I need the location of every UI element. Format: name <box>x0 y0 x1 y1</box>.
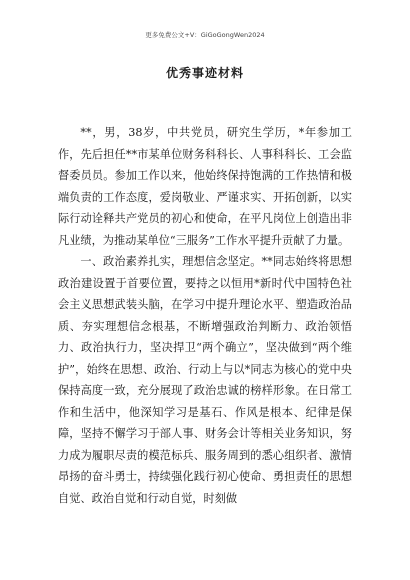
header-note: 更多免费公文+V：GiGoGongWen2024 <box>145 31 265 39</box>
document-title: 优秀事迹材料 <box>165 66 244 80</box>
document-body <box>58 122 352 509</box>
paragraph-intro: **，男，38岁，中共党员，研究生学历，*年参加工作，先后担任**市某单位财务科科长、人事科科长、工会监督委员员。参加工作以来，他始终保持饱满的工作热情和极端负责的工作态度，爱岗敬业、严谨求实、开拓创新，以实际行动诠释共产党员的初心和使命，在平凡岗位上创造出非凡业绩，为推动某单位“三服务”工作水平提升贡献了力量。 <box>58 126 352 247</box>
paragraph-political-quality: 一、政治素养扎实，理想信念坚定。**同志始终将思想政治建设置于首要位置，要持之以恒用*新时代中国特色社会主义思想武装头脑，在学习中提升理论水平、塑造政治品质、夯实理想信念根基，不断增强政治判断力、政治领悟力、政治执行力，坚决捍卫“两个确立”，坚决做到“两个维护”，始终在思想、政治、行动上与以*同志为核心的党中央保持高度一致，充分展现了政治忠诚的榜样形象。在日常工作和生活中，他深知学习是基石、作风是根本、纪律是保障，坚持不懈学习于部人事、财务会计等相关业务知识，努力成为履职尽责的模范标兵、服务周到的悉心组织者、激情昂扬的奋斗勇士，持续强化践行初心使命、勇担责任的思想自觉、政治自觉和行动自觉，时刻做 <box>58 255 352 505</box>
